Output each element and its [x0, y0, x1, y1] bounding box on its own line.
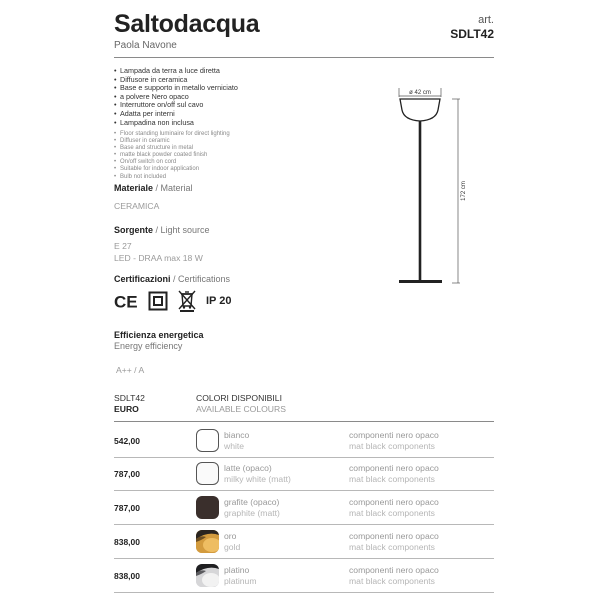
components-en: mat black components: [349, 474, 435, 484]
material-label-it: Materiale: [114, 183, 154, 193]
feature-item: • Lampada da terra a luce diretta: [114, 67, 238, 76]
weee-bin-icon: [178, 290, 196, 312]
color-name-it: latte (opaco): [224, 463, 272, 473]
feature-item: • Base e supporto in metallo verniciato: [114, 84, 238, 93]
components-it: componenti nero opaco: [349, 531, 439, 541]
components-latte: [349, 463, 439, 485]
lamp-diffuser: [400, 99, 440, 121]
material-heading: Materiale / Material: [114, 183, 193, 193]
table-code: SDLT42: [114, 393, 145, 403]
row-divider: [114, 457, 494, 458]
material-value: CERAMICA: [114, 201, 160, 211]
energy-label-en: Energy efficiency: [114, 341, 183, 351]
article-label: art.: [478, 14, 494, 26]
ce-mark-icon: [114, 291, 140, 311]
light-source-bulb: E 27: [114, 241, 132, 251]
light-source-label-it: Sorgente: [114, 225, 154, 235]
color-name-oro: [224, 531, 240, 553]
product-title: Saltodacqua: [114, 10, 260, 38]
table-header-divider: [114, 421, 494, 422]
feature-item: • a polvere Nero opaco: [114, 93, 238, 102]
color-name-it: grafite (opaco): [224, 497, 280, 507]
platinum-reflection-icon: [196, 564, 219, 587]
lamp-technical-drawing: [390, 84, 480, 289]
row-divider: [114, 490, 494, 491]
components-bianco: [349, 430, 439, 452]
feature-item: • Lampadina non inclusa: [114, 119, 238, 128]
height-label: 172 cm: [461, 181, 467, 201]
row-divider: [114, 524, 494, 525]
features-english: [114, 131, 230, 181]
color-name-en: milky white (matt): [224, 474, 291, 484]
color-name-it: oro: [224, 531, 237, 541]
price-grafite: 787,00: [114, 503, 140, 513]
certifications-label-en: Certifications: [178, 274, 231, 284]
feature-item: • On/off switch on cord: [114, 159, 230, 166]
components-it: componenti nero opaco: [349, 463, 439, 473]
lamp-base: [399, 280, 442, 283]
diameter-dimension: [399, 88, 441, 97]
colors-heading-en: AVAILABLE COLOURS: [196, 404, 286, 414]
features-italian: [114, 67, 238, 127]
ce-mark-text: CE: [114, 292, 138, 311]
swatch-gold: [196, 530, 219, 553]
article-code: SDLT42: [450, 27, 494, 41]
certifications-label-it: Certificazioni: [114, 274, 171, 284]
color-name-it: platino: [224, 565, 250, 575]
energy-label-it: Efficienza energetica: [114, 330, 204, 340]
gold-reflection-icon: [196, 530, 219, 553]
light-source-heading: Sorgente / Light source: [114, 225, 210, 235]
price-bianco: 542,00: [114, 436, 140, 446]
feature-item: • Diffusore in ceramica: [114, 76, 238, 85]
swatch-platinum: [196, 564, 219, 587]
colors-heading-it: COLORI DISPONIBILI: [196, 393, 282, 403]
components-it: componenti nero opaco: [349, 430, 439, 440]
swatch-graphite: [196, 496, 219, 519]
swatch-milky-white: [196, 462, 219, 485]
designer-name: Paola Navone: [114, 40, 177, 51]
light-source-led: LED - DRAA max 18 W: [114, 253, 203, 263]
color-name-platino: [224, 565, 256, 587]
feature-item: • Diffuser in ceramic: [114, 138, 230, 145]
height-dimension: [452, 99, 467, 283]
double-insulation-icon: [148, 291, 168, 311]
color-name-en: graphite (matt): [224, 508, 280, 518]
table-currency: EURO: [114, 404, 139, 414]
color-name-it: bianco: [224, 430, 250, 440]
color-name-grafite: [224, 497, 280, 519]
components-en: mat black components: [349, 542, 435, 552]
components-grafite: [349, 497, 439, 519]
row-divider: [114, 592, 494, 593]
components-oro: [349, 531, 439, 553]
certifications-heading: Certificazioni / Certifications: [114, 274, 231, 284]
row-divider: [114, 558, 494, 559]
ip-rating: IP 20: [206, 295, 232, 307]
components-it: componenti nero opaco: [349, 565, 439, 575]
price-latte: 787,00: [114, 469, 140, 479]
diameter-label: ø 42 cm: [409, 90, 431, 96]
color-name-en: white: [224, 441, 245, 451]
components-en: mat black components: [349, 441, 435, 451]
feature-item: • Interruttore on/off sul cavo: [114, 101, 238, 110]
feature-item: • Adatta per interni: [114, 110, 238, 119]
color-name-bianco: [224, 430, 249, 452]
header-divider: [114, 57, 494, 58]
color-name-latte: [224, 463, 291, 485]
color-name-en: platinum: [224, 576, 257, 586]
swatch-white: [196, 429, 219, 452]
components-it: componenti nero opaco: [349, 497, 439, 507]
light-source-label-en: Light source: [160, 225, 210, 235]
energy-class: A++ / A: [116, 365, 145, 375]
feature-item: • matte black powder coated finish: [114, 152, 230, 159]
feature-item: • Bulb not included: [114, 174, 230, 181]
price-oro: 838,00: [114, 537, 140, 547]
components-platino: [349, 565, 439, 587]
feature-item: • Suitable for indoor application: [114, 166, 230, 173]
components-en: mat black components: [349, 508, 435, 518]
color-name-en: gold: [224, 542, 241, 552]
feature-item: • Floor standing luminaire for direct lighting: [114, 131, 230, 138]
price-platino: 838,00: [114, 571, 140, 581]
certification-icons: [114, 290, 232, 312]
feature-item: • Base and structure in metal: [114, 145, 230, 152]
components-en: mat black components: [349, 576, 435, 586]
material-label-en: Material: [160, 183, 193, 193]
energy-heading: [114, 330, 204, 352]
